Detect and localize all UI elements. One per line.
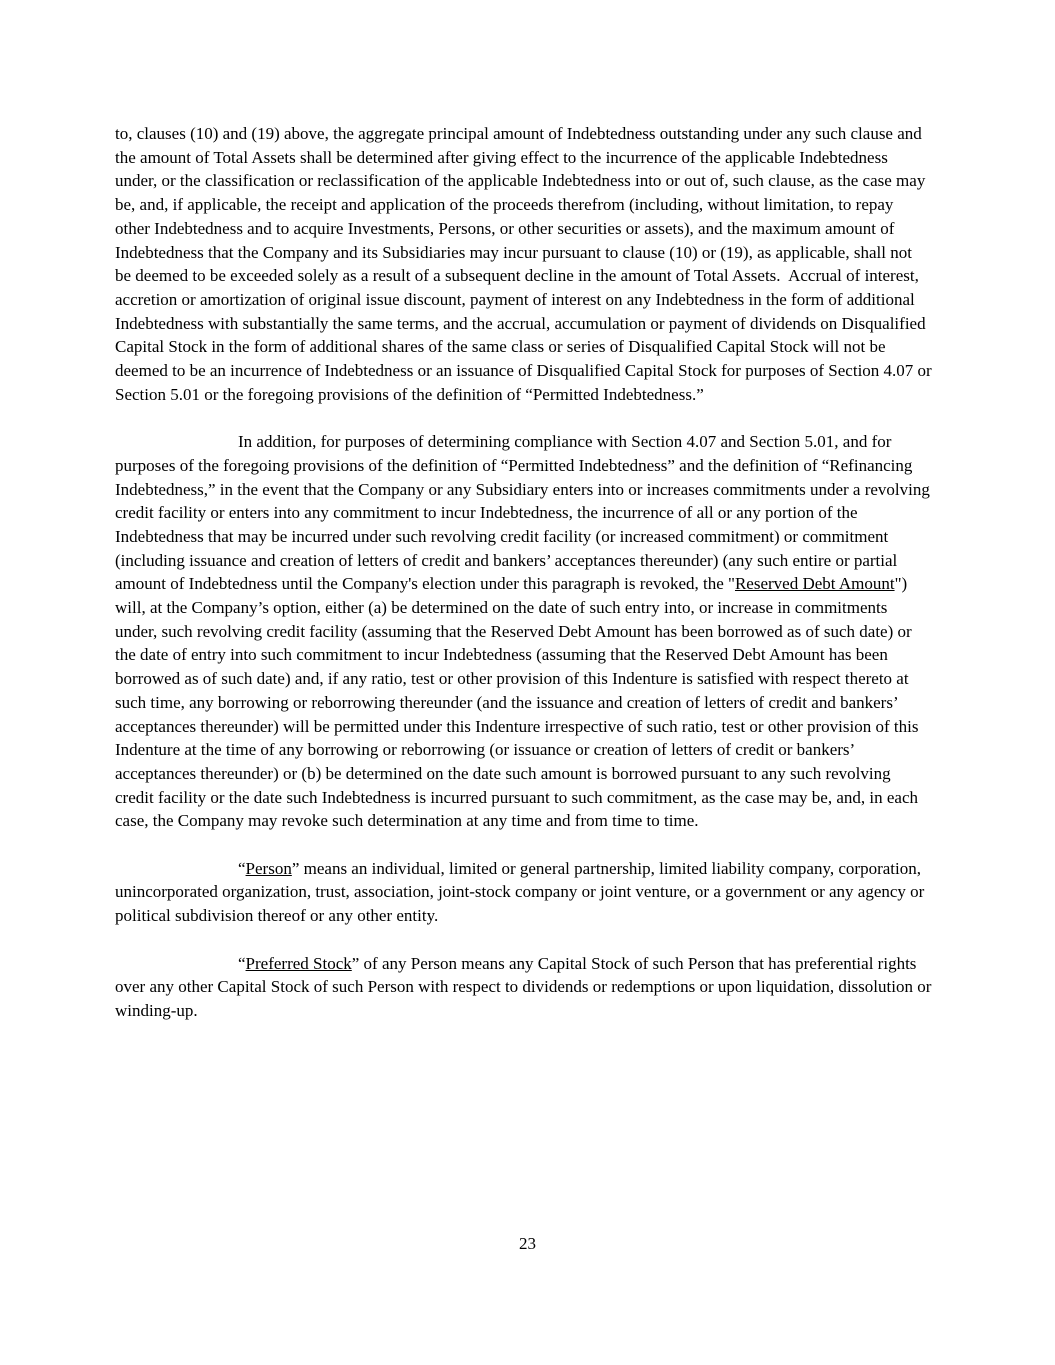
term-person: Person	[245, 858, 292, 878]
term-preferred-stock: Preferred Stock	[245, 953, 352, 973]
paragraph-text: ") will, at the Company’s option, either (a) be determined on the date of such entry into, or increase in commitments under, such revolving credit facility (assuming that the Reserved Debt Amount has been borrowed as of such date) or the date of entry into such commitment to incur Indebtedness (assuming that the Reserved Debt Amount has been borrowed as of such date) and, if any ratio, test or other provision of this Indenture is satisfied with respect thereto at such time, any borrowing or reborrowing thereunder (and the issuance and creation of letters of credit and bankers’ acceptances thereunder) will be permitted under this Indenture irrespective of such ratio, test or other provision of this Indenture at the time of any borrowing or reborrowing (or issuance or creation of letters of credit or bankers’ acceptances thereunder) or (b) be determined on the date such amount is borrowed pursuant to any such revolving credit facility or the date such Indebtedness is incurred pursuant to such commitment, as the case may be, and, in each case, the Company may revoke such determination at any time and from time to time.	[115, 574, 923, 831]
paragraph-text: In addition, for purposes of determining compliance with Section 4.07 and Section 5.01, and for purposes of the foregoing provisions of the definition of “Permitted Indebtedness” and the definition of “Refinancing Indebtedness,” in the event that the Company or any Subsidiary enters into or increases commitments under a revolving credit facility or enters into any commitment to incur Indebtedness, the incurrence of all or any portion of the Indebtedness that may be incurred under such revolving credit facility (or increased commitment) or commitment (including issuance and creation of letters of credit and bankers’ acceptances thereunder) (any such entire or partial amount of Indebtedness until the Company's election under this paragraph is revoked, the "	[115, 432, 935, 594]
paragraph-text: to, clauses (10) and (19) above, the aggregate principal amount of Indebtedness outstanding under any such clause and the amount of Total Assets shall be determined after giving effect to the incurrence of the applicable Indebtedness under, or the classification or reclassification of the applicable Indebtedness into or out of, such clause, as the case may be, and, if applicable, the receipt and application of the proceeds therefrom (including, without limitation, to repay other Indebtedness and to acquire Investments, Persons, or other securities or assets), and the maximum amount of Indebtedness that the Company and its Subsidiaries may incur pursuant to clause (10) or (19), as applicable, shall not be deemed to be exceeded solely as a result of a subsequent decline in the amount of Total Assets. Accrual of interest, accretion or amortization of original issue discount, payment of interest on any Indebtedness in the form of additional Indebtedness with substantially the same terms, and the accrual, accumulation or payment of dividends on Disqualified Capital Stock in the form of additional shares of the same class or series of Disqualified Capital Stock will not be deemed to be an incurrence of Indebtedness or an issuance of Disqualified Capital Stock for purposes of Section 4.07 or Section 5.01 or the foregoing provisions of the definition of “Permitted Indebtedness.”	[115, 124, 936, 404]
open-quote: “	[238, 858, 246, 878]
definition-preferred-stock	[115, 952, 936, 1023]
paragraph-continuation	[115, 122, 936, 406]
definition-person	[115, 857, 932, 928]
term-reserved-debt-amount: Reserved Debt Amount	[734, 574, 895, 594]
open-quote: “	[238, 953, 246, 973]
paragraph-reserved-debt-amount	[115, 430, 935, 833]
paragraph-text: ” means an individual, limited or general partnership, limited liability company, corporation, unincorporated organization, trust, association, joint-stock company or joint venture, or a government or any agency or political subdivision thereof or any other entity.	[115, 858, 929, 926]
document-body	[115, 122, 936, 1046]
paragraph-text: ” of any Person means any Capital Stock of such Person that has preferential rights over any other Capital Stock of such Person with respect to dividends or redemptions or upon liquidation, dissolution or winding-up.	[115, 953, 936, 1020]
page-number: 23	[519, 1234, 536, 1253]
